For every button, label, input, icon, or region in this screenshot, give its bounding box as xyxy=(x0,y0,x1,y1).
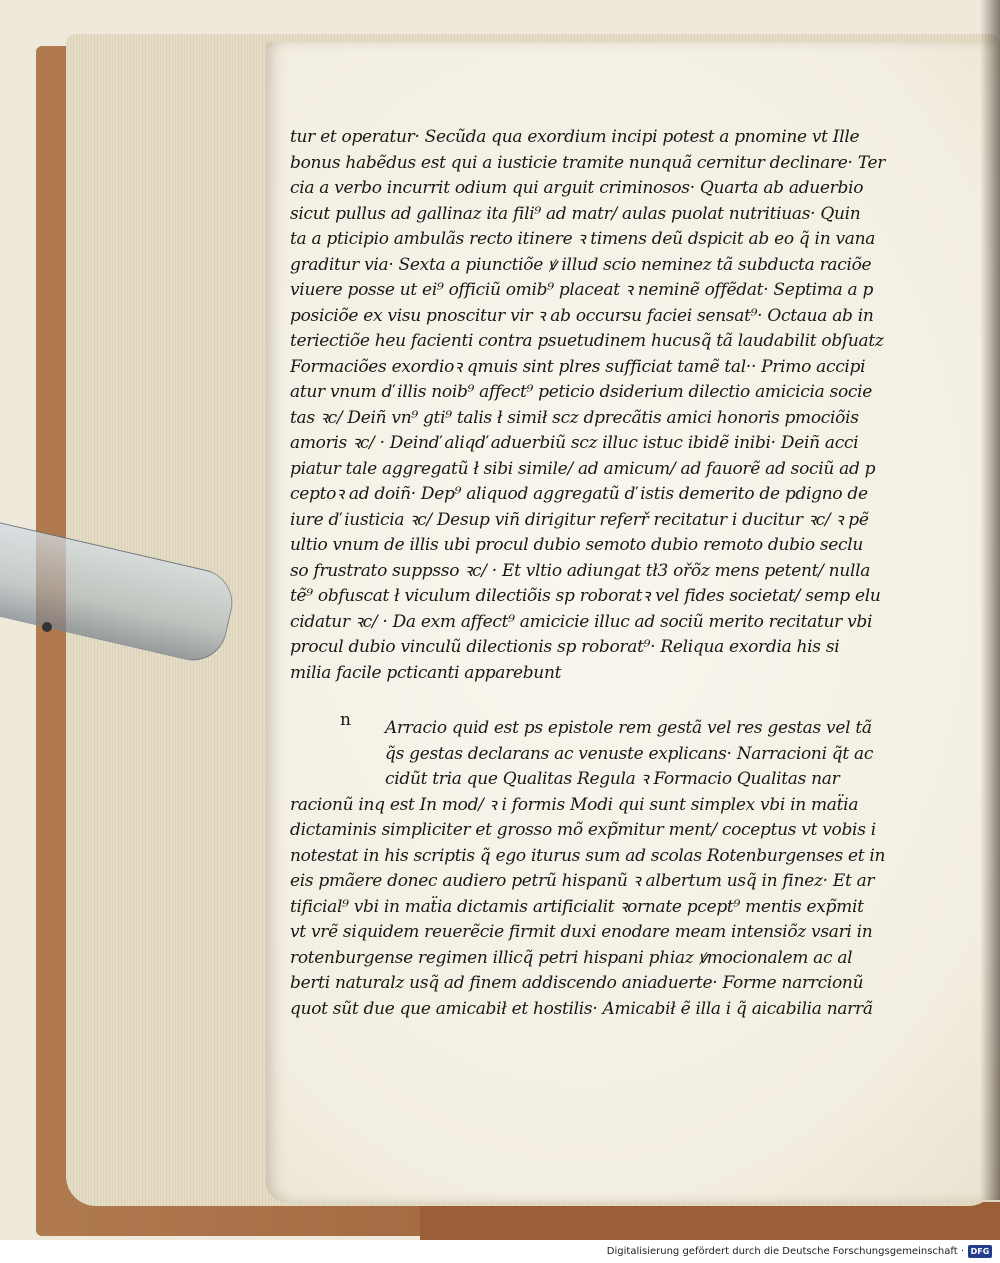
text-line: piatur tale aggregatũ ł sibi simile/ ad amicum/ ad fauorẽ ad sociũ ad p xyxy=(290,458,876,479)
text-line: ta a pticipio ambulãs recto itinere ꝛ timens deũ dspicit ab eo q̃ in vana xyxy=(290,229,876,249)
text-line: milia facile pcticanti apparebunt xyxy=(290,662,562,683)
text-line: tur et operatur· Secũda qua exordium incipi potest a pnomine vt Ille xyxy=(290,127,860,147)
text-line: teriectiõe heu facienti contra psuetudinem hucusq̃ tã laudabilit obſuatz xyxy=(290,331,884,351)
narracio-paragraph xyxy=(290,716,940,1022)
strap-rivet xyxy=(42,622,52,632)
text-line: sicut pullus ad gallinaz ita fili⁹ ad matr/ aulas puolat nutritiuas· Quin xyxy=(290,203,861,224)
text-line: Formaciões exordioꝛ qmuis sint plres sufficiat tamẽ tal·· Primo accipi xyxy=(290,356,866,377)
text-line: notestat in his scriptis q̃ ego iturus sum ad scolas Rotenburgenses et in xyxy=(290,845,886,866)
text-line: q̃s gestas declarans ac venuste explicans· Narracioni q̃t ac xyxy=(385,743,874,764)
footer-bar xyxy=(0,1240,1000,1263)
text-line: procul dubio vinculũ dilectionis sp roborat⁹· Reliqua exordia his si xyxy=(290,637,840,657)
dfg-logo: DFG xyxy=(968,1245,992,1258)
text-line: so frustrato suppsso ꝛc/ · Et vltio adiungat tł3 ořõz mens petent/ nulla xyxy=(290,560,871,581)
guide-initial-letter: n xyxy=(340,710,351,730)
funding-credit: Digitalisierung gefördert durch die Deutsche Forschungsgemeinschaft · xyxy=(606,1246,964,1257)
text-line: racionũ inq est In mod/ ꝛ i formis Modi qui sunt simplex vbi in maẗia xyxy=(290,794,859,815)
text-line: iure ď iusticia ꝛc/ Desup viñ dirigitur referř recitatur i ducitur ꝛc/ ꝛ pẽ xyxy=(290,509,869,530)
text-line: bonus habẽdus est qui a iusticie tramite nunquã cernitur declinare· Ter xyxy=(290,152,886,173)
text-line: graditur via· Sexta a piunctiõe ꝟ illud scio neminez tã subducta raciõe xyxy=(290,254,872,275)
text-line: quot sũt due que amicabił et hostilis· Amicabił ẽ illa i q̃ aicabilia narrã xyxy=(290,998,873,1019)
text-line: cidũt tria que Qualitas Regula ꝛ Formacio Qualitas nar xyxy=(385,769,840,789)
text-line: dictaminis simpliciter et grosso mõ exp̃mitur ment/ coceptus vt vobis i xyxy=(290,820,876,840)
text-line: ultio vnum de illis ubi procul dubio semoto dubio remoto dubio seclu xyxy=(290,535,864,555)
gutter-shadow xyxy=(980,0,1000,1200)
text-line: Arracio quid est ps epistole rem gestã vel res gestas vel tã xyxy=(385,718,872,738)
text-line: tas ꝛc/ Deiñ vn⁹ gti⁹ talis ł simił scz dprecãtis amici honoris pmociõis xyxy=(290,407,859,428)
text-line: cia a verbo incurrit odium qui arguit criminosos· Quarta ab aduerbio xyxy=(290,178,864,198)
page-text xyxy=(290,125,940,1022)
text-line: eis pmãere donec audiero petrũ hispanũ ꝛ albertum usq̃ in finez· Et ar xyxy=(290,871,875,891)
text-line: amoris ꝛc/ · Deinď aliqď aduerbiũ scz illuc istuc ibidẽ inibi· Deiñ acci xyxy=(290,433,859,453)
text-line: ceptoꝛ ad doiñ· Dep⁹ aliquod aggregatũ ď istis demerito de pdigno de xyxy=(290,484,868,504)
text-line: vt vrẽ siquidem reuerẽcie firmit duxi enodare meam intensiõz vsari in xyxy=(290,922,873,942)
text-line: tificial⁹ vbi in maẗia dictamis artificialit ꝛornate pcept⁹ mentis exp̃mit xyxy=(290,896,864,917)
text-line: viuere posse ut ei⁹ officiũ omib⁹ placeat ꝛ neminẽ offẽdat· Septima a p xyxy=(290,280,874,300)
text-line: atur vnum ď illis noib⁹ affect⁹ peticio dsiderium dilectio amicicia socie xyxy=(290,382,873,402)
text-line: cidatur ꝛc/ · Da exm affect⁹ amicicie illuc ad sociũ merito recitatur vbi xyxy=(290,611,873,632)
text-line: tẽ⁹ obfuscat ł viculum dilectiõis sp roboratꝛ vel fides societat/ semp elu xyxy=(290,586,881,606)
text-line: posiciõe ex visu pnoscitur vir ꝛ ab occursu faciei sensat⁹· Octaua ab in xyxy=(290,305,874,326)
text-line: rotenburgense regimen illicq̃ petri hispani phiaz ꝟmocionalem ac al xyxy=(290,947,853,968)
text-line: berti naturalz usq̃ ad finem addiscendo aniaduerte· Forme narrcionũ xyxy=(290,973,864,993)
